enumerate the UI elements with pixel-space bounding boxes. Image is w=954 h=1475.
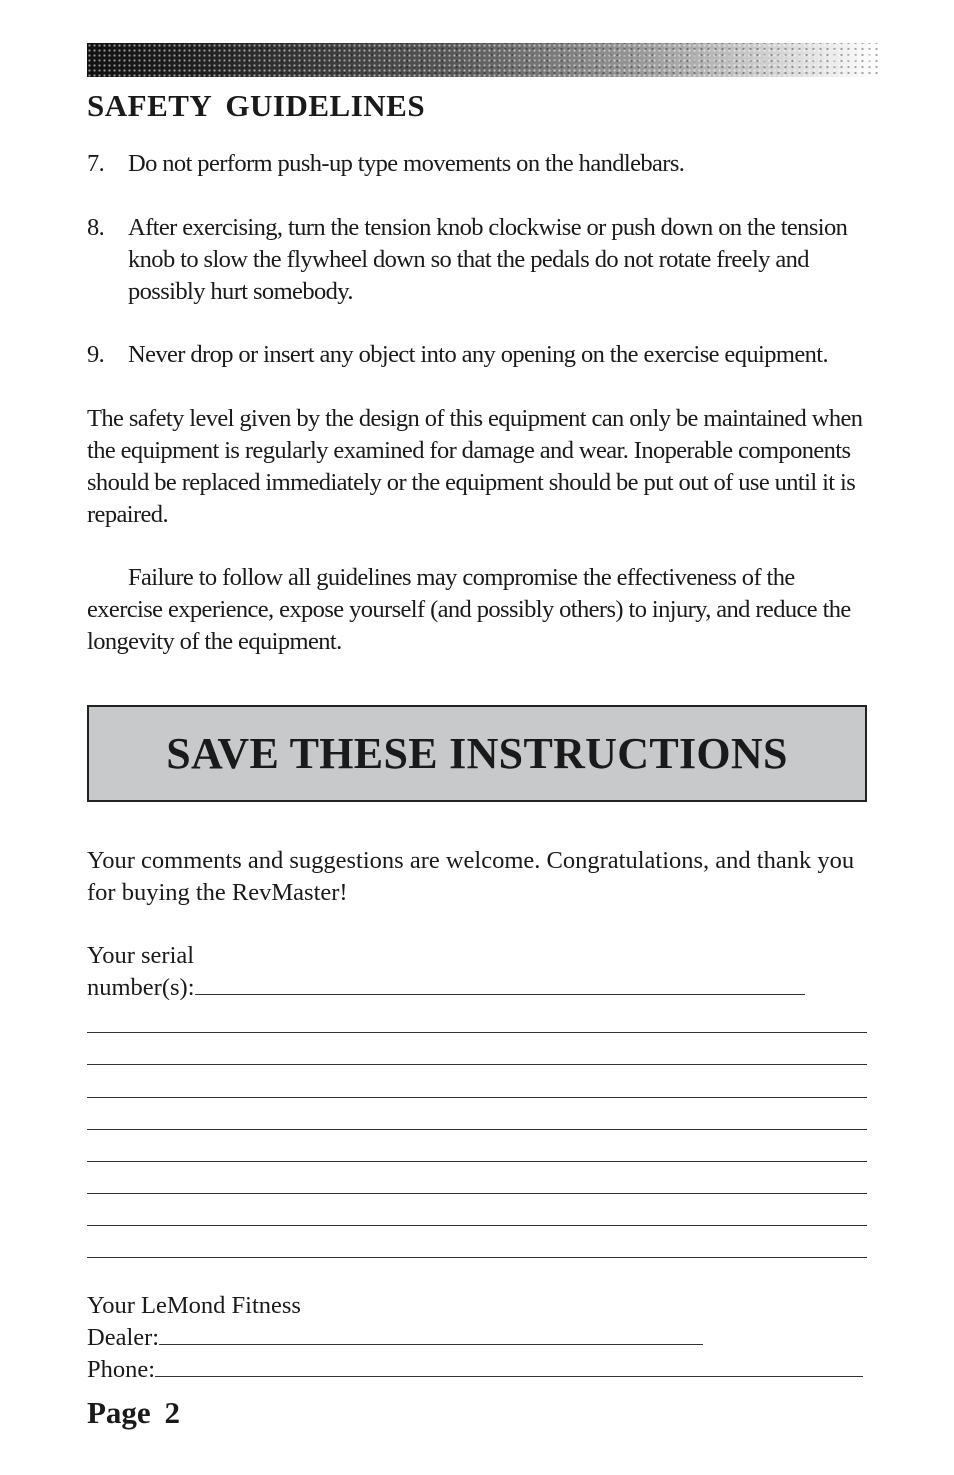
dealer-row (87, 1322, 867, 1354)
guideline-number: 7. (87, 150, 105, 177)
phone-field[interactable] (155, 1354, 863, 1377)
phone-label: Phone: (87, 1356, 156, 1383)
serial-write-line[interactable] (87, 1064, 867, 1065)
failure-paragraph: Failure to follow all guidelines may compromise the effectiveness of the exercise experience, expose yourself (and possibly others) to injury, and reduce the longevity of the equipment. (87, 564, 851, 655)
guideline-item-7 (87, 148, 867, 180)
serial-write-line[interactable] (87, 1257, 867, 1258)
guideline-text: Do not perform push-up type movements on the handlebars. (128, 150, 685, 177)
save-instructions-title: SAVE THESE INSTRUCTIONS (166, 729, 788, 778)
safety-level-paragraph: The safety level given by the design of this equipment can only be maintained when the equipment is regularly examined for damage and wear. Inoperable components should be replaced immediately or the equipment should be put out of use until it is repaired. (87, 405, 863, 528)
dealer-label-line2: Dealer: (87, 1324, 160, 1351)
serial-write-line[interactable] (87, 1097, 867, 1098)
guideline-number: 9. (87, 341, 105, 368)
serial-number-row (87, 972, 867, 1004)
dealer-field[interactable] (159, 1322, 703, 1345)
page-number: Page 2 (87, 1395, 180, 1430)
serial-label-line2: number(s): (87, 974, 195, 1001)
serial-write-line[interactable] (87, 1161, 867, 1162)
section-title: SAFETY GUIDELINES (87, 88, 426, 123)
serial-number-field[interactable] (195, 972, 805, 995)
header-decorative-bar (87, 43, 879, 77)
guideline-text: Never drop or insert any object into any opening on the exercise equipment. (128, 341, 828, 368)
phone-row (87, 1354, 867, 1386)
serial-write-line[interactable] (87, 1193, 867, 1194)
dealer-label-line1: Your LeMond Fitness (87, 1292, 301, 1319)
guideline-item-8 (87, 212, 867, 308)
welcome-paragraph: Your comments and suggestions are welcome. Congratulations, and thank you for buying the RevMaster! (87, 847, 855, 906)
serial-label-line1: Your serial (87, 942, 195, 969)
serial-write-line[interactable] (87, 1225, 867, 1226)
guideline-item-9 (87, 339, 867, 371)
serial-write-line[interactable] (87, 1032, 867, 1033)
guideline-number: 8. (87, 214, 105, 241)
serial-write-line[interactable] (87, 1129, 867, 1130)
save-instructions-box (87, 705, 867, 802)
guideline-text: After exercising, turn the tension knob clockwise or push down on the tension knob to slow the flywheel down so that the pedals do not rotate freely and possibly hurt somebody. (128, 214, 848, 305)
